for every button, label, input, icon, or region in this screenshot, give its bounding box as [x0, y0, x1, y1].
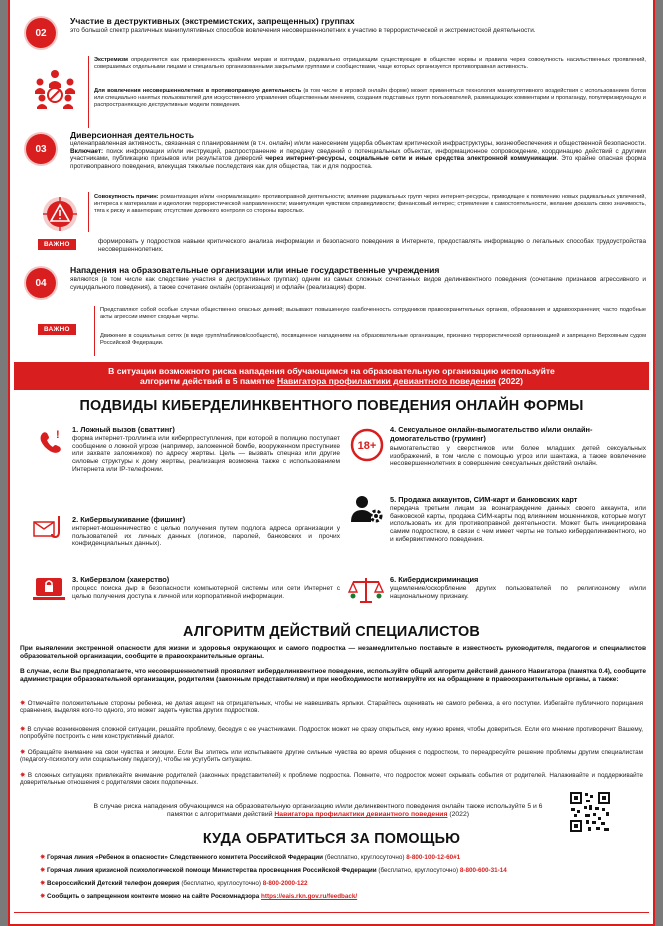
algorithm-emergency: При выявлении экстренной опасности для жизни и здоровья окружающих и самого подростка — незамедлительно поставьте в известность руководителя, педагогов и специалистов образовательной организации, сообщите в правоохранительные органы. [20, 645, 646, 660]
rkn-feedback-link[interactable]: https://eais.rkn.gov.ru/feedback/ [261, 893, 358, 900]
algorithm-heading: АЛГОРИТМ ДЕЙСТВИЙ СПЕЦИАЛИСТОВ [183, 624, 480, 640]
sabotage-warning-icon [42, 196, 78, 232]
subtype-text-6: ущемление/оскорбление других пользователей по религиозному и/или национальному признаку. [390, 585, 646, 600]
subtype-text-2: интернет-мошенничество с целью получения путем подлога адреса организации у пользователей их личных данных (логинов, паролей, банковских и прочих конфиденциальных данных). [72, 525, 340, 548]
algorithm-general: В случае, если Вы предполагаете, что несовершеннолетний проявляет киберделинквентное поведение, используйте общий алгоритм действий данного Навигатора (памятка 0.4), сообщите администрации образовательной организации, родителям (законным представителям) и при необходимости мотивируйте их на обращение в правоохранительные органы, а также: [20, 668, 646, 683]
help-line-1: ✷ Горячая линия «Ребенок в опасности» Следственного комитета Российской Федерации (бесплатно, круглосуточно) 8-800-100-12-60#1 [40, 854, 461, 861]
people-scale-icon [348, 574, 384, 604]
divider [94, 306, 95, 356]
risk-banner [14, 362, 649, 390]
important-text-03: формировать у подростков навыки критического анализа информации и безопасного поведения в Интернете, предоставлять информацию о легальных способах трудоустройства несовершеннолетних. [98, 238, 646, 253]
memo-page [8, 0, 655, 926]
important-label-03: ВАЖНО [38, 239, 76, 250]
causes-paragraph: Совокупность причин: романтизация и/или «нормализация» противоправной деятельности; влияние радикальных групп через интернет-ресурсы, приводящее к появлению новых радикальных увлечений, интереса к материалам и идеологии террористической направленности; манипуляция чувством справедливости; финансовый интерес; стремление к самостоятельности, желание доказать свою значимость, тяга к риску и авантюрам; отсутствие должного контроля со стороны взрослых. [94, 194, 646, 214]
section-number-02: 02 [26, 18, 56, 48]
subtype-text-3: процесс поиска дыр в безопасности компьютерной системы или сети Интернет с целью получения доступа к личной или корпоративной информации. [72, 585, 340, 600]
risk-banner-line1: В ситуации возможного риска нападения обучающимся на образовательную организацию используйте [108, 366, 555, 376]
section-title-04: Нападения на образовательные организации или иные государственные учреждения [70, 265, 440, 275]
svg-text:18+: 18+ [357, 440, 377, 452]
subtype-text-5: передача третьим лицам за вознаграждение данных своего аккаунта, или банковской карты, продажа СИМ-карты под влиянием мошенников, которые могут использовать их для противоправной деятельности. Может быть инициирована самим подростком, в связи с чем имеет черты не только киберделинквентного, но и кибервиктимного поведения. [390, 505, 646, 543]
subtype-text-4: вымогательство у сверстников или более младших детей сексуальных изображений, в том числе с помощью угроз или шантажа, а также вовлечение несовершеннолетних в совершение сексуальных действий онлайн. [390, 445, 646, 468]
divider [88, 192, 89, 232]
involvement-paragraph: Для вовлечения несовершеннолетних в противоправную деятельность (в том числе в игровой онлайн форме) может применяться технология манипулятивного воздействия с использованием ботов или специально нанятых пользователей для искусственного управления общественным мнением, создания подставных групп пользователей, размещающих комментарии и пропаганду, популяризирующую и распространяющую деструктивные модели поведения. [94, 88, 646, 108]
section-text-03: целенаправленная активность, связанная с планированием (в т.ч. онлайн) и/или нанесением ущерба объектам критической инфраструктуры, жизнеобеспечения и общественной безопасности. Включает: поиск информации и/или инструкций, распространение и передачу сведений о потенциальных объектах, информационное сопровождение, координацию действий с другими участниками, публикацию призывов или результатов диверсий через интернет-ресурсы, социальные сети и иные средства электронной коммуникации. Это крайне опасная форма противоправного поведения, влекущая тяжелые последствия как для общества, так и для подростка. [70, 140, 646, 170]
qr-code-icon[interactable] [568, 790, 612, 834]
laptop-lock-icon [32, 572, 66, 606]
section-intro-02: это большой спектр различных манипулятивных способов вовлечения несовершеннолетних к участию в террористической и экстремистской деятельности. [70, 27, 536, 34]
extremism-definition: Экстремизм определяется как приверженность крайним мерам и взглядам, радикально отрицающим существующие в обществе нормы и правила через совокупность насильственных проявлений, совершаемых отдельными лицами и специально организованными закрытыми группами и сообществами, чаще которых организуется противоправная активность. [94, 57, 646, 70]
subtype-title-3: 3. Кибервзлом (хакерство) [72, 575, 170, 584]
section-number-04: 04 [26, 268, 56, 298]
18-plus-icon [350, 428, 384, 462]
important-label-04: ВАЖНО [38, 324, 76, 335]
divider [88, 56, 89, 128]
section-title-02: Участие в деструктивных (экстремистских, запрещенных) группах [70, 16, 355, 26]
help-heading: КУДА ОБРАТИТЬСЯ ЗА ПОМОЩЬЮ [202, 831, 461, 847]
phone-number-3[interactable]: 8-800-2000-122 [262, 880, 308, 887]
subtype-title-5: 5. Продажа аккаунтов, СИМ-карт и банковских карт [390, 495, 578, 504]
subtype-text-1: форма интернет-троллинга или киберпреступления, при которой в полицию поступает сообщение о ложной угрозе (например, заложенной бомбе, вооруженном преступнике или захвате заложников) по адресу жертвы. Цель — вызвать спецназ или другие силовые структуры к дому жертвы, реализация возможна также с использованием Интернета или IP-телефонии. [72, 435, 340, 473]
phone-alert-icon [36, 426, 66, 456]
algorithm-bullet: ✷ Отмечайте положительные стороны ребенка, не делая акцент на отрицательных, чтобы не навешивать ярлыки. Старайтесь оценивать не самого ребенка, а его поступки. Избегайте публичного порицания сравнения, выделяя кого-то одного, это может задеть чувства других подростков. [20, 700, 643, 715]
phone-number-2[interactable]: 8-800-600-31-14 [459, 867, 507, 874]
attack-note-2: Движение в социальных сетях (в виде групп/пабликов/сообществ), посвященное нападениям на образовательные организации, признано террористической организацией и запрещено Верховным судом Российской Федерации. [100, 333, 646, 346]
user-gear-icon [350, 494, 384, 524]
subtype-title-2: 2. Кибервыуживание (фишинг) [72, 515, 186, 524]
subtype-title-6: 6. Кибердискриминация [390, 575, 479, 584]
svg-text:!: ! [56, 429, 60, 441]
algorithm-bullet: ✷ В сложных ситуациях привлекайте внимание родителей (законных представителей) к проблеме подростка. Помните, что подросток может скрывать события от родителей. Налаживайте и поддерживайте доверительные отношения с родителями своих подопечных. [20, 772, 643, 787]
section-title-03: Диверсионная деятельность [70, 130, 195, 140]
algorithm-bullet: ✷ В случае возникновения сложной ситуации, решайте проблему, беседуя с ее участниками. Подросток может не сразу открыться, ему нужно время, чтобы довериться. Если его мнение противоречит Вашему, попробуйте построить с ним конструктивный диалог. [20, 726, 644, 741]
help-line-2: ✷ Горячая линия кризисной психологической помощи Министерства просвещения Российской Федерации (бесплатно, круглосуточно) 8-800-600-31-14 [40, 867, 507, 874]
help-line-4: ✷ Сообщить о запрещенном контенте можно на сайте Роскомнадзора https://eais.rkn.gov.ru/feedback/ [40, 893, 358, 900]
subtypes-heading: ПОДВИДЫ КИБЕРДЕЛИНКВЕНТНОГО ПОВЕДЕНИЯ ОНЛАЙН ФОРМЫ [79, 398, 584, 414]
navigator-link[interactable]: Навигатора профилактики девиантного поведения [277, 376, 496, 386]
attack-note-1: Представляют собой особые случаи общественно опасных деяний; вызывают повышенную озабоченность сотрудников правоохранительных органов, образования и здравоохранения; часто подобные акты агрессии имеют сходные черты. [100, 307, 646, 320]
risk-note: В случае риска нападения обучающимся на образовательную организацию и/или делинквентного поведения онлайн также используйте 5 и 6 памятки с алгоритмами действий Навигатора профилактики девиантного поведения (2022) [93, 803, 543, 819]
help-line-3: ✷ Всероссийский Детский телефон доверия (бесплатно, круглосуточно) 8-800-2000-122 [40, 880, 308, 887]
section-text-04: являются (в том числе как следствие участия в деструктивных группах) одним из самых сложных сочетанных видов делинквентного поведения (сочетание признаков агрессивного и суицидального поведения), а также сочетание онлайн (организация) и офлайн (реализация) форм. [70, 276, 646, 291]
section-number-03: 03 [26, 134, 56, 164]
subtype-title-1: 1. Ложный вызов (сваттинг) [72, 425, 175, 434]
phone-number-1[interactable]: 8-800-100-12-60#1 [406, 854, 461, 861]
navigator-link-2[interactable]: Навигатора профилактики девиантного поведения [274, 811, 448, 819]
people-ban-icon [32, 64, 78, 110]
bottom-border [14, 912, 649, 913]
subtype-title-4: 4. Сексуальное онлайн-вымогательство и/или онлайн-домогательство (груминг) [390, 425, 593, 443]
phishing-hook-icon [32, 514, 66, 544]
risk-banner-line2: алгоритм действий в 5 памятке Навигатора профилактики девиантного поведения (2022) [139, 376, 524, 386]
algorithm-bullet: ✷ Обращайте внимание на свои чувства и эмоции. Если Вы злитесь или испытываете другие сильные чувства во время общения с подростком, то переадресуйте решение проблемы другим специалистам (педагогу-психологу или социальному педагогу), чтобы не усугубить ситуацию. [20, 749, 643, 764]
